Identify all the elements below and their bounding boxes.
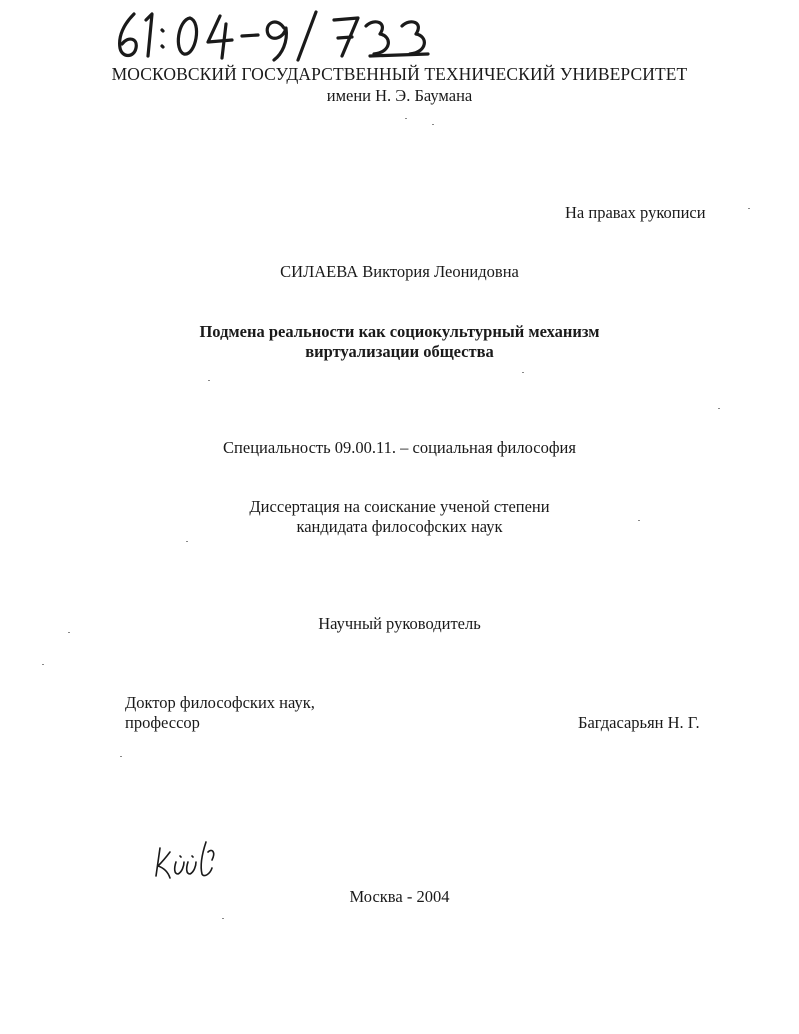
university-name: МОСКОВСКИЙ ГОСУДАРСТВЕННЫЙ ТЕХНИЧЕСКИЙ УНИВЕРСИТЕТ: [111, 64, 688, 84]
scan-speck: [186, 541, 188, 542]
scan-speck: [405, 118, 407, 119]
scan-speck: [68, 632, 70, 633]
scan-speck: [748, 208, 750, 209]
scan-speck: [120, 756, 122, 757]
scan-speck: [522, 372, 524, 373]
scan-speck: [718, 408, 720, 409]
dissertation-title-line-1: Подмена реальности как социокультурный механизм: [199, 322, 600, 341]
advisor-heading: Научный руководитель: [318, 614, 481, 633]
scan-speck: [42, 664, 44, 665]
manuscript-note: На правах рукописи: [565, 203, 706, 222]
dissertation-title-line-2: виртуализации общества: [305, 342, 494, 361]
city-year: Москва - 2004: [349, 887, 450, 906]
scan-speck: [208, 380, 210, 381]
advisor-rank: профессор: [125, 713, 200, 732]
degree-line-1: Диссертация на соискание ученой степени: [249, 497, 550, 516]
advisor-degree: Доктор философских наук,: [125, 693, 315, 712]
university-named-after: имени Н. Э. Баумана: [326, 86, 473, 105]
specialty: Специальность 09.00.11. – социальная философия: [223, 438, 576, 457]
archive-code-handwriting: [112, 6, 442, 64]
advisor-name: Багдасарьян Н. Г.: [578, 713, 700, 732]
scan-speck: [638, 520, 640, 521]
signature-handwriting: [150, 838, 220, 880]
author-name: СИЛАЕВА Виктория Леонидовна: [280, 262, 519, 281]
handwritten-archive-code: [112, 6, 442, 64]
handwritten-signature: [150, 838, 220, 880]
scan-speck: [432, 124, 434, 125]
degree-line-2: кандидата философских наук: [296, 517, 503, 536]
scan-speck: [222, 918, 224, 919]
